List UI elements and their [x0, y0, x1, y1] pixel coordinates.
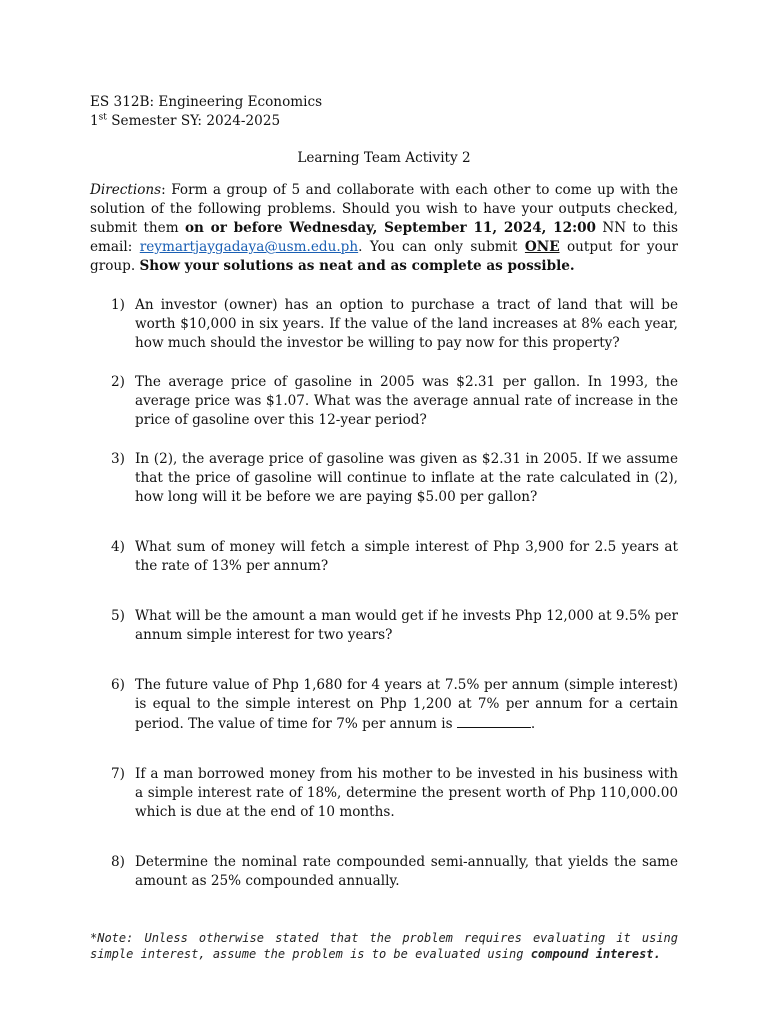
problem-number: 7) [111, 766, 125, 782]
semester-line [90, 112, 678, 131]
one-emphasis: ONE [524, 239, 560, 255]
problem-text: The average price of gasoline in 2005 was $2.31 per gallon. In 1993, the average price was $1.07. What was the average annual rate of increase in the price of gasoline over this 12-year period? [135, 374, 678, 428]
problem-number: 1) [111, 297, 125, 313]
problem-number: 8) [111, 854, 125, 870]
problem-item [90, 853, 678, 891]
semester-superscript: st [98, 112, 107, 123]
problem-item [90, 765, 678, 822]
semester-text: Semester SY: 2024-2025 [106, 113, 281, 129]
problem-text [135, 676, 678, 734]
activity-title: Learning Team Activity 2 [297, 150, 471, 166]
directions-text-2: NN to this email: [90, 220, 678, 255]
problem-item [90, 676, 678, 734]
problem-text: In (2), the average price of gasoline was given as $2.31 in 2005. If we assume that the price of gasoline will continue to inflate at the rate calculated in (2), how long will it be before we are paying $5.00 per gallon? [135, 451, 678, 505]
problem-list [90, 296, 678, 891]
problem-number: 5) [111, 608, 125, 624]
problem-item [90, 538, 678, 576]
problem-text: What sum of money will fetch a simple interest of Php 3,900 for 2.5 years at the rate of 13% per annum? [135, 539, 678, 574]
deadline-text: on or before Wednesday, September 11, 2024, 12:00 [184, 220, 597, 236]
directions-text-3: . You can only submit [358, 239, 525, 255]
problem-item [90, 607, 678, 645]
directions-text-1: : Form a group of 5 and collaborate with each other to come up with the solution of the following problems. Should you wish to have your outputs checked, submit them [90, 182, 678, 236]
directions-label: Directions [90, 182, 162, 198]
footnote-text: *Note: Unless otherwise stated that the problem requires evaluating it using simple interest, assume the problem is to be evaluated using [90, 931, 678, 961]
problem-number: 4) [111, 539, 125, 555]
problem-text: If a man borrowed money from his mother to be invested in his business with a simple interest rate of 18%, determine the present worth of Php 110,000.00 which is due at the end of 10 months. [135, 766, 678, 820]
semester-number: 1 [90, 113, 99, 129]
problem-text: An investor (owner) has an option to purchase a tract of land that will be worth $10,000 in six years. If the value of the land increases at 8% each year, how much should the investor be willing to pay now for this property? [135, 297, 678, 351]
problem-number: 6) [111, 677, 125, 693]
problem-text: Determine the nominal rate compounded semi-annually, that yields the same amount as 25% compounded annually. [135, 854, 678, 889]
directions-paragraph [90, 181, 678, 276]
problem-text-main: The future value of Php 1,680 for 4 years at 7.5% per annum (simple interest) is equal to the simple interest on Php 1,200 at 7% per annum for a certain period. The value of time for 7% per annum is [135, 677, 678, 732]
course-title: ES 312B: Engineering Economics [90, 94, 323, 110]
directions-text-4: output for your group. [90, 239, 679, 274]
problem-text-tail: . [530, 716, 536, 732]
footnote [90, 930, 678, 962]
problem-text: What will be the amount a man would get if he invests Php 12,000 at 9.5% per annum simple interest for two years? [135, 608, 678, 643]
answer-blank [457, 714, 531, 728]
problem-number: 2) [111, 374, 125, 390]
problem-number: 3) [111, 451, 125, 467]
footnote-bold: compound interest. [530, 947, 661, 961]
problem-item [90, 450, 678, 507]
problem-item [90, 296, 678, 353]
problem-item [90, 373, 678, 430]
email-link[interactable]: reymartjaygadaya@usm.edu.ph [139, 239, 359, 255]
neatness-emphasis: Show your solutions as neat and as complete as possible. [139, 258, 575, 274]
